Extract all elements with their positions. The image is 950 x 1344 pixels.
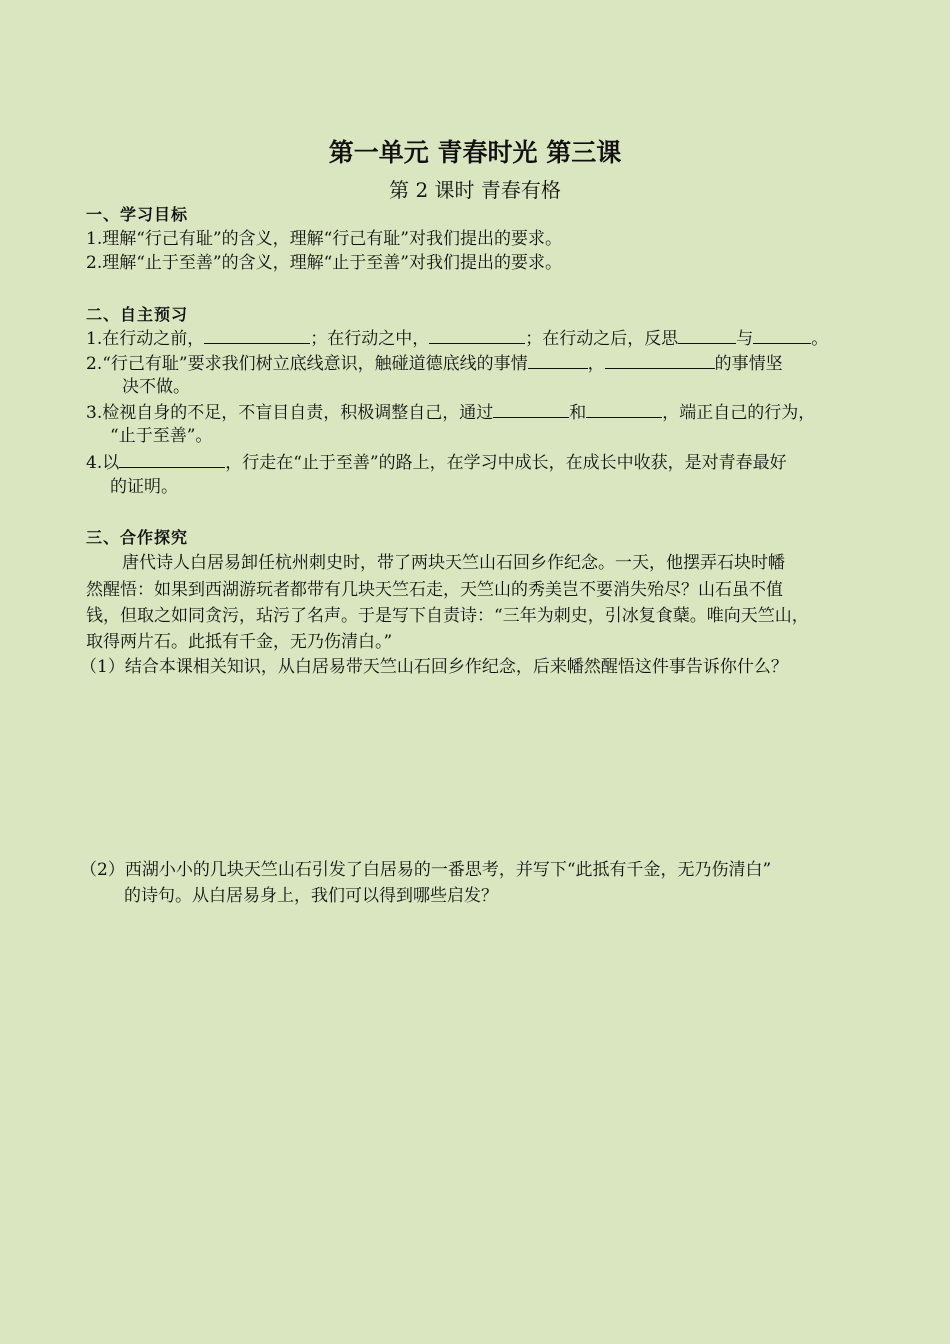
- story-line-4: 取得两片石。此抵有千金，无乃伤清白。”: [86, 632, 393, 652]
- fill-blank[interactable]: [429, 326, 525, 344]
- q2-text-a: 2.“行己有耻”要求我们树立底线意识，触碰道德底线的事情: [86, 354, 528, 374]
- preview-question-2: [86, 351, 876, 376]
- q4-text-b: ，行走在“止于至善”的路上，在学习中成长，在成长中收获，是对青春最好: [225, 453, 787, 473]
- preview-question-4-cont: 的证明。: [110, 477, 178, 497]
- goal-item-1: 1.理解“行己有耻”的含义，理解“行己有耻”对我们提出的要求。: [86, 229, 562, 249]
- q1-text-b: ；在行动之中，: [310, 329, 430, 349]
- inquiry-question-1: （1）结合本课相关知识，从白居易带天竺山石回乡作纪念，后来幡然醒悟这件事告诉你什么？: [80, 657, 788, 677]
- q3-text-c: ，端正自己的行为，: [662, 403, 816, 423]
- fill-blank[interactable]: [204, 326, 310, 344]
- fill-blank[interactable]: [605, 351, 715, 369]
- preview-question-3-cont: “止于至善”。: [110, 426, 213, 446]
- preview-question-2-cont: 决不做。: [122, 377, 190, 397]
- section-goals-heading: 一、学习目标: [86, 205, 189, 224]
- fill-blank[interactable]: [119, 450, 225, 468]
- q3-text-a: 3.检视自身的不足，不盲目自责，积极调整自己，通过: [86, 403, 494, 423]
- fill-blank[interactable]: [753, 326, 811, 344]
- page-title: 第一单元 青春时光 第三课: [328, 138, 622, 167]
- fill-blank[interactable]: [493, 400, 569, 418]
- inquiry-question-2-cont: 的诗句。从白居易身上，我们可以得到哪些启发？: [124, 886, 498, 906]
- story-line-2: 然醒悟：如果到西湖游玩者都带有几块天竺石走，天竺山的秀美岂不要消失殆尽？山石虽不值: [86, 580, 783, 600]
- section-inquiry-heading: 三、合作探究: [86, 528, 189, 547]
- inquiry-question-2: （2）西湖小小的几块天竺山石引发了白居易的一番思考，并写下“此抵有千金，无乃伤清白”: [80, 860, 772, 880]
- page-subtitle: 第 2 课时 青春有格: [389, 178, 561, 202]
- fill-blank[interactable]: [678, 326, 736, 344]
- preview-question-1: [86, 326, 876, 351]
- story-line-3: 钱，但取之如同贪污，玷污了名声。于是写下自责诗：“三年为刺史，引冰复食蘖。唯向天竺山，: [86, 606, 809, 626]
- q3-text-b: 和: [569, 403, 587, 423]
- section-preview-heading: 二、自主预习: [86, 305, 189, 324]
- preview-question-4: [86, 450, 876, 475]
- q4-text-a: 4.以: [86, 453, 120, 473]
- q1-text-d: 与: [736, 329, 754, 349]
- goal-item-2: 2.理解“止于至善”的含义，理解“止于至善”对我们提出的要求。: [86, 253, 562, 273]
- fill-blank[interactable]: [586, 400, 662, 418]
- q1-text-e: 。: [811, 329, 829, 349]
- fill-blank[interactable]: [528, 351, 588, 369]
- q1-text-a: 1.在行动之前，: [86, 329, 205, 349]
- preview-question-3: [86, 400, 876, 425]
- q2-text-c: 的事情坚: [714, 354, 783, 374]
- q1-text-c: ；在行动之后，反思: [525, 329, 679, 349]
- story-line-1: 唐代诗人白居易卸任杭州刺史时，带了两块天竺山石回乡作纪念。一天，他摆弄石块时幡: [122, 553, 785, 573]
- q2-text-b: ，: [587, 354, 605, 374]
